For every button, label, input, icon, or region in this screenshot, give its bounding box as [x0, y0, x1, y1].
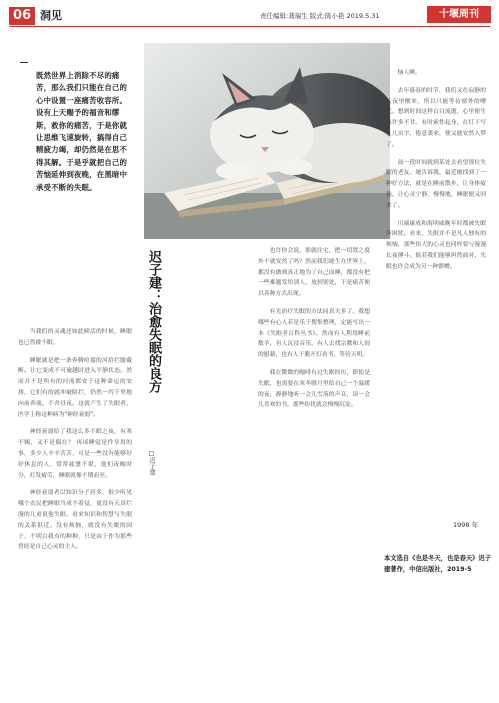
- paragraph: 川端康成和海明威晚年时都被失眠所困扰。看来，失眠并不是凡人独有的烦恼，那些伟大的心灵也同样要与漫漫长夜搏斗。倘若我们能够坦然面对，失眠也许会成为另一种馈赠。: [386, 220, 486, 270]
- article-author: □迟子建: [148, 450, 155, 475]
- article-column-1: [18, 327, 132, 560]
- article-source: 本文选自《也是冬天，也是春天》迟子建著作，中信出版社，2019-5: [384, 555, 492, 573]
- editor-credits: 责任编辑:龚瑞生 版式:陈小艳 2019.5.31: [260, 12, 380, 20]
- sleeping-cat-photo: [144, 43, 390, 239]
- header-rule: [9, 26, 490, 27]
- paragraph: 前一段时间就到某处去看望那位失眠的老友。她告诉我，最近她找到了一种好方法，就是在睡前散步，让身体疲倦，让心灵宁静，慢慢地，睡眠便又回来了。: [386, 159, 486, 209]
- paragraph: 神经衰弱给了我这么多不眠之夜，有寒不赐，又不是偶在？ 再谈睡觉是件享用的事，多少人辛辛苦苦，可是一些没有能够好好休息的人，常常疲惫不堪，他们夜晚时分，打发疲劳，睡眠就像不期而至。: [18, 429, 132, 479]
- lead-dash: [20, 62, 28, 63]
- paragraph: 当我们的灵魂还如此鲜活的时候，睡眠也已然被不眠。: [18, 329, 132, 346]
- newspaper-brand: 十堰周刊: [427, 6, 491, 23]
- article-column-2: [258, 246, 370, 418]
- paragraph: 去年暮春的时节，我们又在寂静的长夜里醒来，所以只能等待窗外的曙光。想到时间这样白白流逝，心里便生出许多不甘。有时索性起身，在灯下写上几页字，倦意袭来，便又能安然入梦了。: [386, 87, 486, 148]
- paragraph: 恼人睡。: [397, 70, 421, 76]
- article-column-3: [386, 68, 486, 280]
- section-title: 洞见: [40, 9, 62, 22]
- article-title: 迟子建：治愈失眠的良方: [146, 250, 161, 393]
- lead-paragraph: 既然世界上消除不尽的痛苦，那么我们只能在自己的心中设置一座痛苦收容所。设有上天赐予的福音和缪斯，救你的痛苦，于是你就让思维飞速旋转，搞得自己精疲力竭，却仍然是在思不得其解。于是乎就把自己的苦恼延伸到夜晚，在黑暗中承受不断的失眠。: [36, 71, 128, 192]
- paragraph: 也许你会说，那就住宅，把一切置之度外不就安然了吗？然而我们诞生在世界上，都没有做到真正地为了自己而睡，都没有把一些难题发给别人、放到别处，于是痛苦便以各种方式出现。: [258, 248, 370, 298]
- paragraph: 神经衰弱者以知识分子居多，很少听见哪个农民把睡眠当成不着觉，更没有天真烂漫的儿童说他失眠。看来知识和智慧与失眠的关系很近。没有烦恼，就没有失眠的因子，不明白我有的种种，只是由于作为那些曾经是自己心灵的主人。: [18, 490, 132, 551]
- paragraph: 睡眠就是把一条奔腾喧嚣的河给拦腰截断。让它变成不可逾越时进入平静状态。然而并不是所有的河流都安于这种命运的安排，它们有的就冲破阻拦，仍然一泻千里地向前奔流，不舍昼夜。这就产生了失眠者，医学上称这种病为"神经衰弱"。: [18, 357, 132, 418]
- cat-illustration: [144, 43, 390, 239]
- article-year: 1998 年: [453, 521, 479, 529]
- paragraph: 有光治疗失眠的方法同真夫多了。我想哪些有心人若是乐于搜集整理，定能写出一本《失眠者百科丛书》。然而有人利用睡前数羊，有人沉浸音乐，有人去找宗教和人间的慰藉，也有人干脆开灯看书，等待天明。: [258, 308, 370, 359]
- paragraph: 我在微微的咖啡有过失眠经历，即使是失眠，也需要在寒冬腊月里给自己一个温暖的夜，静静地听一会儿雪落的声音，读一会儿喜欢的书，那些纷扰就会慢慢沉淀。: [258, 369, 370, 409]
- page-number-badge: 06: [9, 7, 35, 25]
